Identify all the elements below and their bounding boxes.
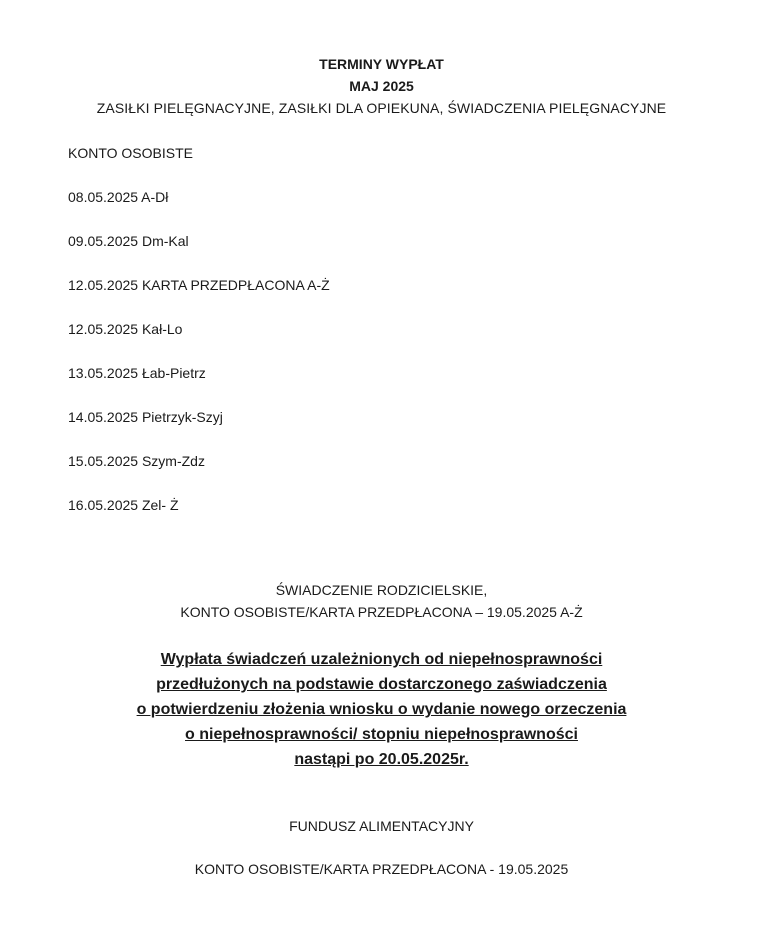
- schedule-item: 08.05.2025 A-Dł: [68, 189, 169, 205]
- schedule-item: 12.05.2025 KARTA PRZEDPŁACONA A-Ż: [68, 277, 330, 293]
- alimony-fund-payment: KONTO OSOBISTE/KARTA PRZEDPŁACONA - 19.05.2025: [194, 861, 569, 877]
- parental-benefit-payment: KONTO OSOBISTE/KARTA PRZEDPŁACONA – 19.05.2025 A-Ż: [180, 604, 583, 620]
- parental-benefit-heading: ŚWIADCZENIE RODZICIELSKIE,: [275, 582, 488, 598]
- notice-line: Wypłata świadczeń uzależnionych od niepełnosprawności: [160, 651, 603, 668]
- disability-notice: [0, 647, 763, 772]
- schedule-item: 12.05.2025 Kał-Lo: [68, 321, 183, 337]
- benefits-subtitle: ZASIŁKI PIELĘGNACYJNE, ZASIŁKI DLA OPIEKUNA, ŚWIADCZENIA PIELĘGNACYJNE: [96, 100, 667, 116]
- alimony-fund-heading: FUNDUSZ ALIMENTACYJNY: [289, 818, 474, 834]
- schedule-item: 14.05.2025 Pietrzyk-Szyj: [68, 409, 223, 425]
- document-month: MAJ 2025: [349, 78, 414, 94]
- schedule-item: 13.05.2025 Łab-Pietrz: [68, 365, 206, 381]
- notice-line: nastąpi po 20.05.2025r.: [294, 751, 469, 768]
- notice-line: przedłużonych na podstawie dostarczonego zaświadczenia: [156, 676, 607, 693]
- schedule-heading: KONTO OSOBISTE: [68, 145, 193, 161]
- schedule-item: 09.05.2025 Dm-Kal: [68, 233, 189, 249]
- notice-line: o niepełnosprawności/ stopniu niepełnosprawności: [185, 726, 578, 743]
- notice-line: o potwierdzeniu złożenia wniosku o wydanie nowego orzeczenia: [136, 701, 627, 718]
- schedule-item: 15.05.2025 Szym-Zdz: [68, 453, 205, 469]
- document-title: TERMINY WYPŁAT: [319, 56, 444, 72]
- schedule-item: 16.05.2025 Zel- Ż: [68, 497, 179, 513]
